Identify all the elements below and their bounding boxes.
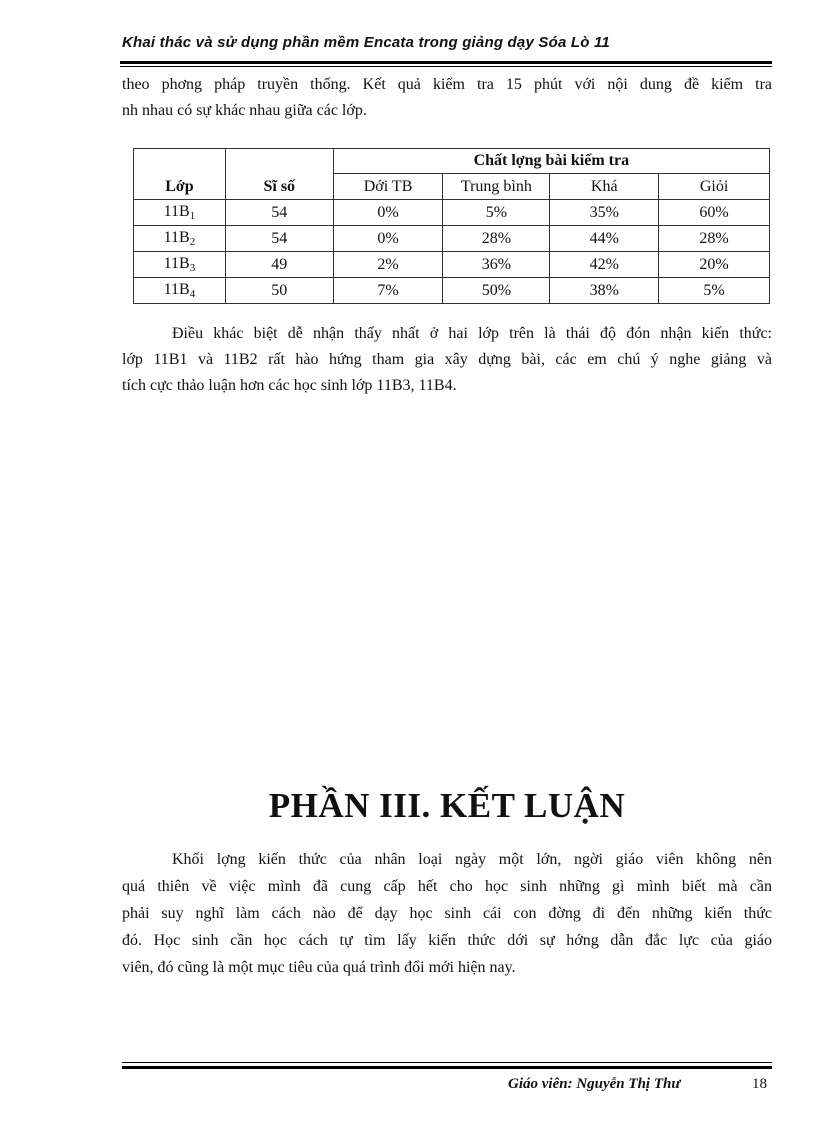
header-kha: Khá [550,174,659,200]
cell-duoi-tb: 7% [333,278,443,304]
header-siso: Sĩ số [225,149,333,200]
footer-author: Giáo viên: Nguyễn Thị Thư [508,1076,681,1092]
intro-line: nh nhau có sự khác nhau giữa các lớp. [122,102,367,119]
table-row [134,226,770,252]
cell-siso: 54 [225,226,333,252]
conclusion-line: đó. Học sinh cần học cách tự tìm lấy kiến thức dới sự hớng dẫn đắc lực của giáo [122,932,772,949]
results-table [133,148,770,304]
section-heading: PHẦN III. KẾT LUẬN [268,786,626,825]
table-row [134,278,770,304]
intro-paragraph [122,72,772,124]
conclusion-line: quá thiên về việc mình đã cung cấp hết cho học sinh những gì mình biết mà cần [122,878,772,895]
table-row [134,252,770,278]
cell-lop: $11B_4$ [134,278,226,304]
header-chat-luong: Chất lợng bài kiểm tra [333,149,769,174]
table-header-row [134,149,770,174]
cell-duoi-tb: 2% [333,252,443,278]
header-gioi: Giỏi [659,174,770,200]
cell-duoi-tb: 0% [333,226,443,252]
cell-siso: 54 [225,200,333,226]
cell-trung-binh: 36% [443,252,550,278]
analysis-line: tích cực thảo luận hơn các học sinh lớp 11B3, 11B4. [122,377,457,394]
cell-kha: 35% [550,200,659,226]
header-rule-thick [120,61,772,64]
cell-trung-binh: 5% [443,200,550,226]
cell-duoi-tb: 0% [333,200,443,226]
table-row [134,200,770,226]
cell-kha: 42% [550,252,659,278]
analysis-paragraph [122,321,772,399]
cell-kha: 38% [550,278,659,304]
analysis-line: Điều khác biệt dễ nhận thấy nhất ở hai lớp trên là thái độ đón nhận kiến thức: [172,325,772,342]
header-trung-binh: Trung bình [443,174,550,200]
conclusion-paragraph [122,846,772,981]
cell-gioi: 5% [659,278,770,304]
header-rule-thin [120,66,772,67]
cell-gioi: 28% [659,226,770,252]
header-duoi-tb: Dới TB [333,174,443,200]
header-lop: Lớp [134,149,226,200]
conclusion-line: Khối lợng kiến thức của nhân loại ngày một lớn, ngời giáo viên không nên [172,851,772,868]
footer-rule-thick [122,1066,772,1069]
cell-trung-binh: 28% [443,226,550,252]
running-header-title: Khai thác và sử dụng phần mềm Encata trong giảng dạy Sóa Lò 11 [122,34,610,51]
cell-siso: 49 [225,252,333,278]
cell-lop: $11B_2$ [134,226,226,252]
cell-kha: 44% [550,226,659,252]
cell-gioi: 60% [659,200,770,226]
page-number: 18 [752,1076,767,1092]
intro-line: theo phơng pháp truyền thống. Kết quả kiểm tra 15 phút với nội dung đề kiểm tra [122,76,772,93]
cell-lop: $11B_3$ [134,252,226,278]
cell-gioi: 20% [659,252,770,278]
conclusion-line: phải suy nghĩ làm cách nào để dạy học sinh cái con đờng đi đến những kiến thức [122,905,772,922]
cell-siso: 50 [225,278,333,304]
cell-lop: $11B_1$ [134,200,226,226]
analysis-line: lớp 11B1 và 11B2 rất hào hứng tham gia xây dựng bài, các em chú ý nghe giảng và [122,351,772,368]
footer-rule-thin [122,1062,772,1063]
cell-trung-binh: 50% [443,278,550,304]
conclusion-line: viên, đó cũng là một mục tiêu của quá trình đổi mới hiện nay. [122,959,516,976]
